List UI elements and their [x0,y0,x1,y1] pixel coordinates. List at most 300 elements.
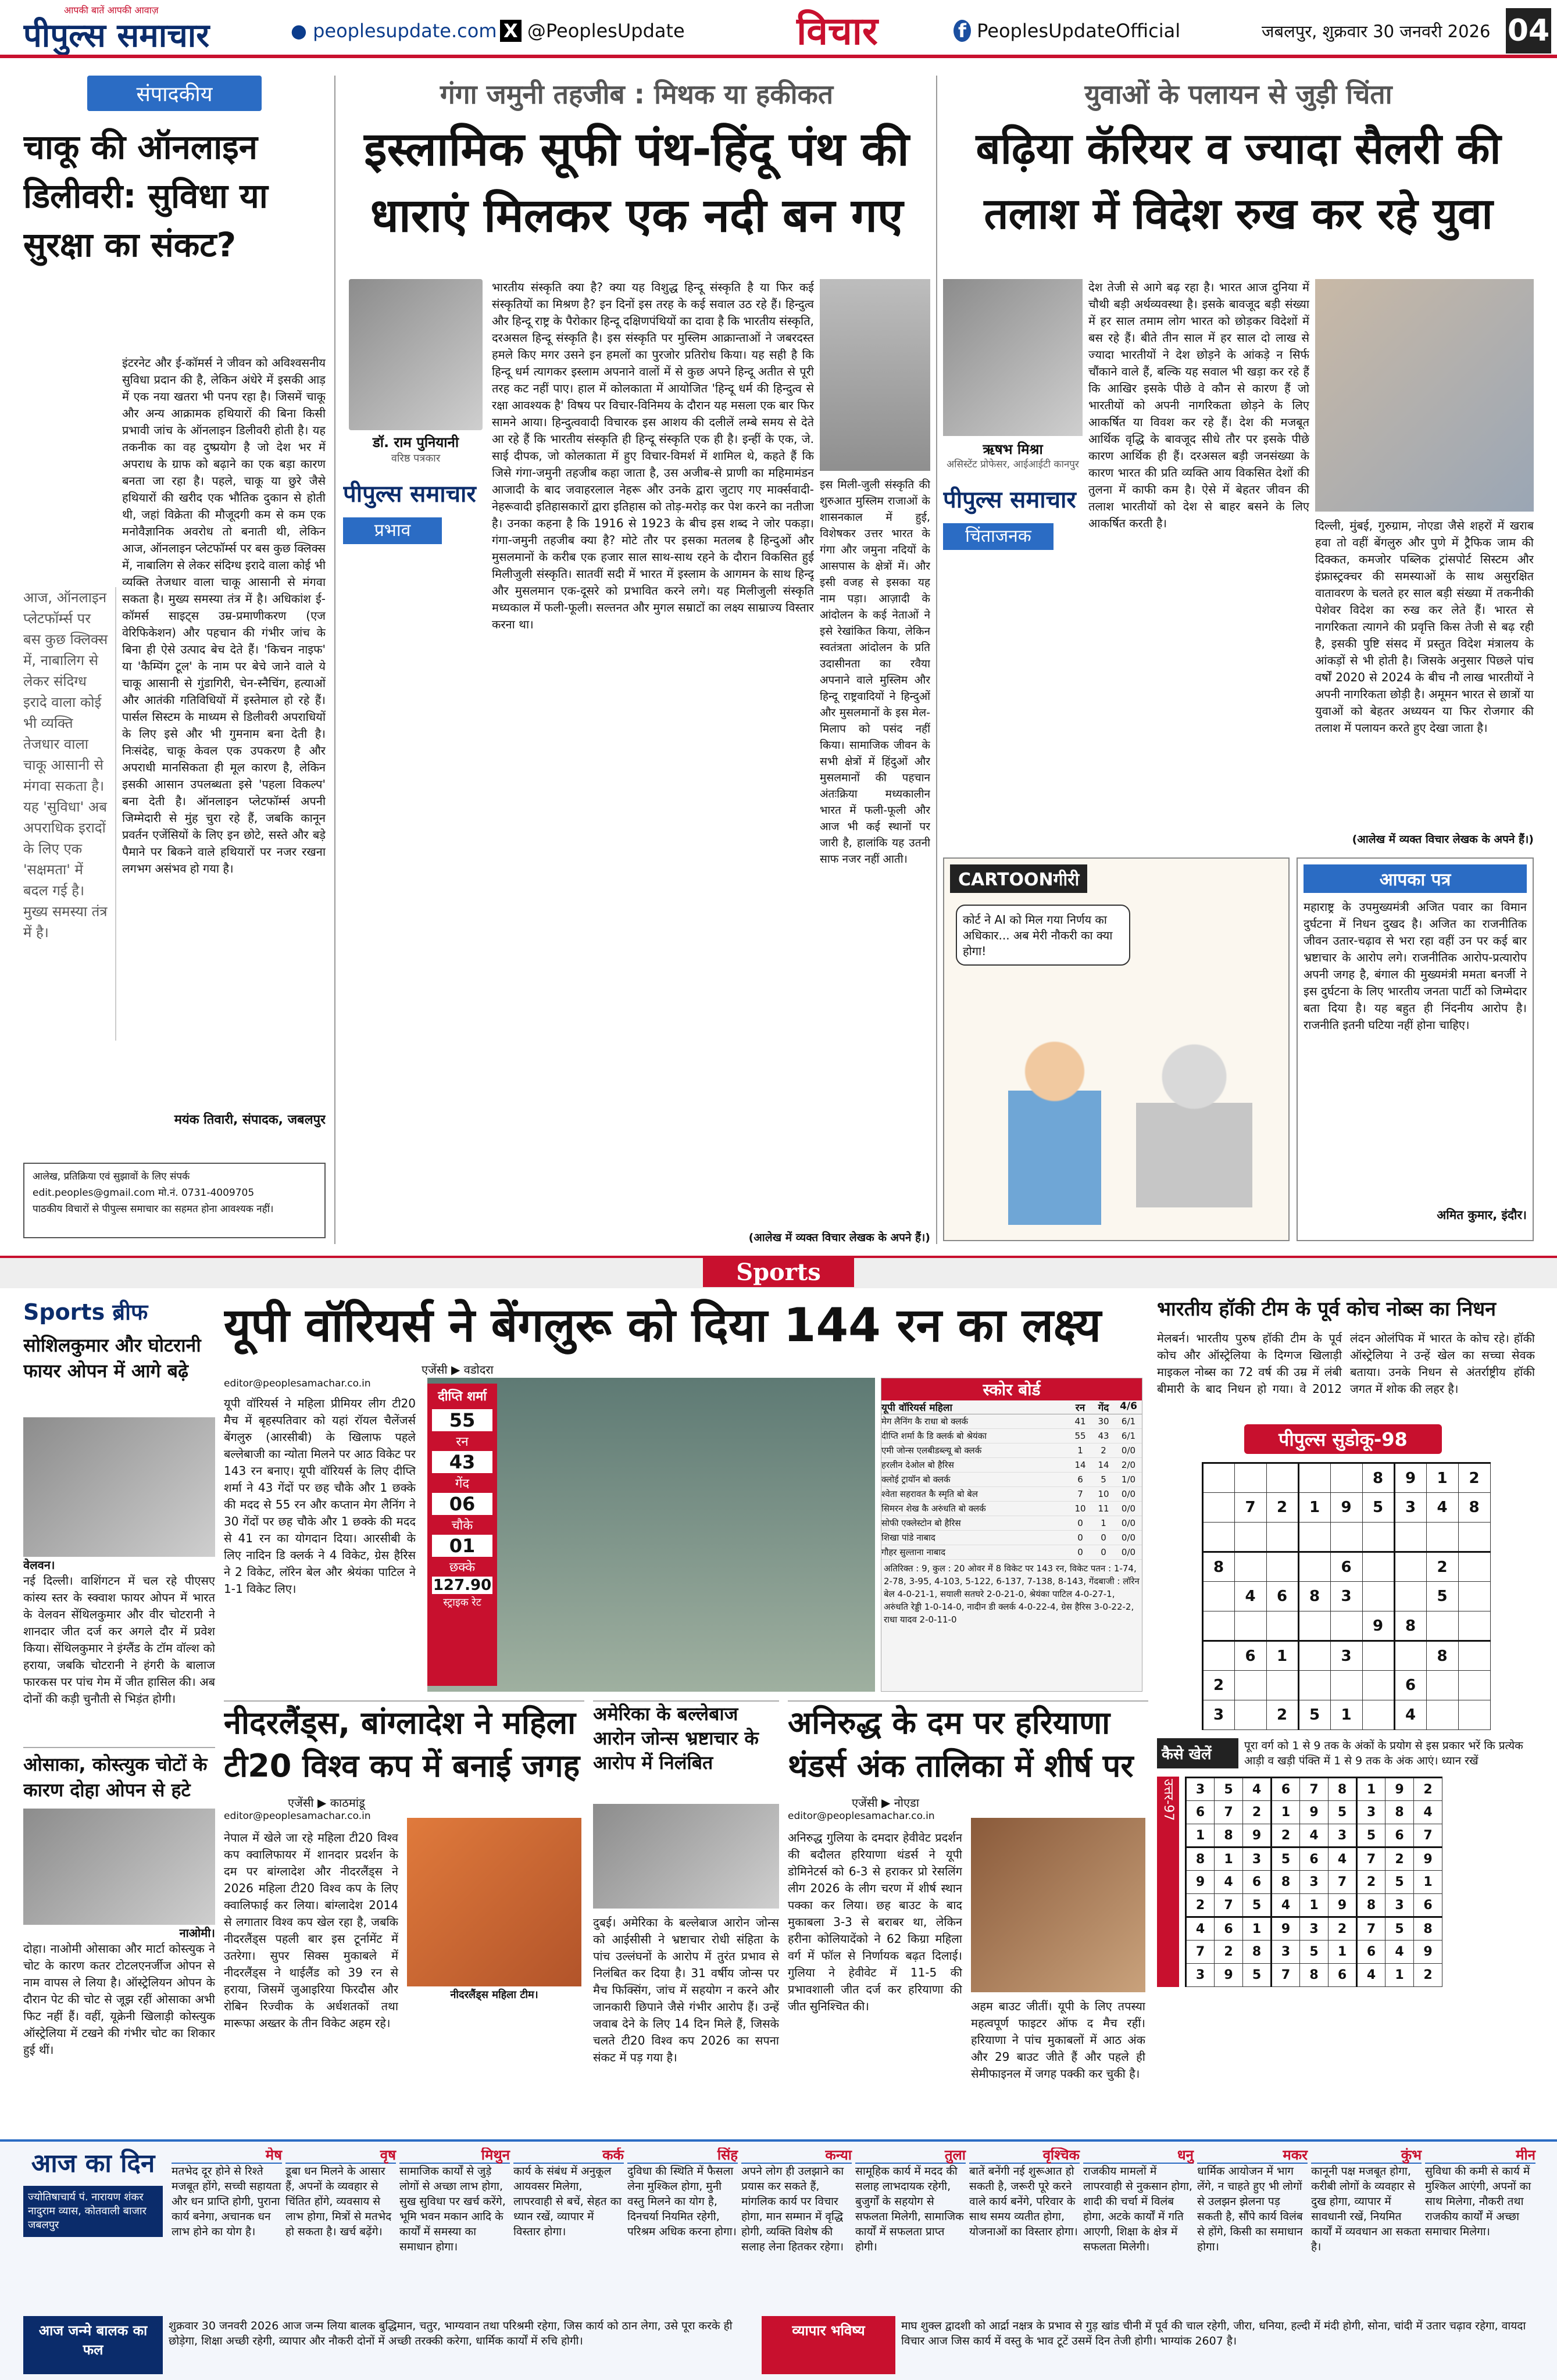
sudoku-cell[interactable]: 9 [1330,1493,1362,1523]
sudoku-answer-cell: 8 [1243,1941,1272,1964]
sudoku-cell[interactable]: 2 [1266,1700,1298,1730]
aaron-jones-photo [593,1804,779,1909]
sudoku-answer-cell: 9 [1243,1824,1272,1847]
sudoku-cell[interactable] [1394,1552,1426,1582]
sign-name: तुला [855,2147,966,2164]
sudoku-answer-cell: 9 [1186,1871,1215,1894]
sudoku-cell[interactable] [1458,1700,1490,1730]
sudoku-answer-cell: 6 [1186,1801,1215,1824]
sudoku-cell[interactable]: 2 [1202,1671,1234,1700]
sudoku-cell[interactable] [1298,1641,1330,1671]
sudoku-answer-label: उत्तर-97 [1157,1777,1179,1987]
masthead-logo[interactable] [23,3,279,56]
sudoku-answer-cell: 3 [1357,1801,1385,1824]
sign-name: मीन [1425,2147,1535,2164]
sign-name: मिथुन [399,2147,510,2164]
sudoku-answer-cell: 9 [1385,1778,1414,1801]
horoscope-astrologer: ज्योतिषाचार्य पं. नारायण शंकर नादुराम व्यास, कोतवाली बाजार जबलपुर [23,2186,163,2237]
sudoku-answer-cell: 9 [1414,1847,1442,1871]
sudoku-cell[interactable]: 8 [1298,1582,1330,1611]
sudoku-answer-cell: 2 [1186,1894,1215,1917]
sign-text: धार्मिक आयोजन में भाग लेंगे, न चाहते हुए भी लोगों से उलझन झेलना पड़ सकती है, सौंपे कार्य विलंब से होंगे, किसी का समाधान होगा। [1197,2165,1303,2253]
player-stats-box [427,1384,497,1686]
osaka-photo [23,1809,215,1925]
stat: स्ट्राइक रेट [443,1596,481,1609]
sign-name: मकर [1197,2147,1308,2164]
score-row: दीप्ति शर्मा कै डि क्लर्क बो श्रेयंका 55 43 6/1 [881,1429,1142,1443]
sudoku-cell[interactable] [1330,1463,1362,1493]
sign-0 [172,2147,282,2239]
cartoon-box [943,857,1290,1241]
sudoku-cell[interactable] [1266,1523,1298,1552]
sudoku-answer-cell: 7 [1300,1778,1329,1801]
facebook-link[interactable]: f PeoplesUpdateOfficial [954,20,1256,43]
brief2-body: दोहा। नाओमी ओसाका और मार्टा कोस्त्युक ने चोट के कारण कतर टोटलएनर्जीज ओपन से नाम वापस ले लिया है। ऑस्ट्रेलियन ओपन के दौरान पेट की चोट से जूझ रहीं ओसाका अभी फिट नहीं हैं। वहीं, यूक्रेनी खिलाड़ी कोस्त्युक ऑस्ट्रेलिया में टखने की गंभीर चोट का शिकार हुई थीं। [23,1942,215,2057]
sudoku-answer-grid [1185,1777,1442,1987]
wpl-headline: यूपी वॉरियर्स ने बेंगलुरू को दिया 144 रन का लक्ष्य [224,1298,1101,1352]
sudoku-answer-cell: 3 [1329,1824,1357,1847]
sign-text: दुविधा की स्थिति में फैसला लेना मुश्किल होगा, मुनी वस्तु मिलने का योग है, दिनचर्या नियमित रहेगी, परिश्रम अधिक करना होगा। [627,2165,737,2238]
sudoku-cell[interactable] [1394,1582,1426,1611]
stat: 43 [432,1451,492,1473]
sudoku-cell[interactable]: 1 [1426,1463,1458,1493]
sudoku-how-label: कैसे खेलें [1157,1738,1238,1768]
stat: 01 [432,1535,492,1557]
aniruddh-story [788,1700,1148,2131]
sudoku-answer-cell: 2 [1215,1941,1243,1964]
sudoku-cell[interactable]: 4 [1394,1700,1426,1730]
aaron-jones-story [593,1700,779,2131]
sudoku-cell[interactable] [1234,1700,1266,1730]
hockey-body: मेलबर्न। भारतीय पुरुष हॉकी टीम के पूर्व कोच और ऑस्ट्रेलिया के दिग्गज खिलाड़ी माइकल नोब्स का 72 वर्ष की उम्र में लंबी बीमारी के बाद निधन हो गया। वे 2012 लंदन ओलंपिक में भारत के कोच रहे। हॉकी ऑस्ट्रेलिया ने उन्हें खेल का सच्चा सेवक बताया। उनके निधन से अंतर्राष्ट्रीय हॉकी जगत में शोक की लहर है। [1157,1331,1535,1396]
sudoku-answer-cell: 2 [1385,1847,1414,1871]
sudoku-cell[interactable]: 1 [1266,1641,1298,1671]
sign-1 [285,2147,396,2239]
article2-author-role: असिस्टेंट प्रोफेसर, आईआईटी कानपुर [947,459,1079,470]
sudoku-answer-cell: 2 [1414,1964,1442,1987]
sudoku-title: पीपुल्स सुडोकू-98 [1244,1424,1442,1454]
sudoku-cell[interactable] [1298,1523,1330,1552]
sudoku-cell[interactable]: 8 [1202,1552,1234,1582]
sudoku-answer-cell: 3 [1300,1871,1329,1894]
page-number: 04 [1506,8,1551,53]
velavan-photo [23,1417,215,1557]
sudoku-cell[interactable] [1458,1671,1490,1700]
sudoku-cell[interactable]: 9 [1362,1611,1394,1641]
sudoku-cell[interactable]: 3 [1394,1493,1426,1523]
sudoku-answer-cell: 5 [1243,1894,1272,1917]
sudoku-cell[interactable]: 5 [1298,1700,1330,1730]
cartoon-illustration-monuments [820,279,930,471]
sudoku-answer-cell: 1 [1329,1941,1357,1964]
horoscope-label-block [23,2147,163,2310]
sudoku-cell[interactable] [1426,1523,1458,1552]
sign-name: कन्या [741,2147,852,2164]
sudoku-answer-cell: 8 [1186,1847,1215,1871]
sudoku-cell[interactable]: 1 [1298,1493,1330,1523]
wpl-story [224,1296,1142,1692]
twitter-link[interactable]: X @PeoplesUpdate [500,20,709,43]
sudoku-puzzle-grid[interactable] [1202,1462,1491,1730]
hockey-story [1157,1296,1535,1418]
stat: 06 [432,1493,492,1515]
score-row: एमी जोन्स एलबीडब्ल्यू बो क्लर्क 1 2 0/0 [881,1443,1142,1458]
article1-col2: इस मिली-जुली संस्कृति की शुरुआत मुस्लिम राजाओं के शासनकाल में हुई, विशेषकर उत्तर भारत के गंगा और जमुना नदियों के आसपास के क्षेत्रों में। और इसी वजह से इसका यह नाम पड़ा। आज़ादी के आंदोलन के कई नेताओं ने इसे रेखांकित किया, लेकिन स्वतंत्रता आंदोलन के प्रति उदासीनता का रवैया अपनाने वाले मुस्लिम और हिन्दू राष्ट्रवादियों ने हिन्दुओं और मुसलमानों के इस मेल-मिलाप को पसंद नहीं किया। सामाजिक जीवन के सभी क्षेत्रों में हिंदुओं और मुसलमानों की पहचान अंतःक्रिया मध्यकालीन भारत में फली-फूली और आज भी कई स्थानों पर जारी है, हालांकि यह उतनी साफ नजर नहीं आती। [820,478,930,866]
sign-name: वृष [285,2147,396,2164]
sign-7 [969,2147,1080,2239]
article1-kicker: गंगा जमुनी तहजीब : मिथक या हकीकत [440,78,834,110]
website-link[interactable]: ● peoplesupdate.com [291,20,497,42]
sudoku-cell[interactable] [1362,1582,1394,1611]
sudoku-cell[interactable]: 3 [1202,1700,1234,1730]
netherlands-story [224,1700,584,2131]
article2-paper-logo: पीपुल्स समाचार [943,486,1076,513]
sudoku-answer-cell: 5 [1329,1801,1357,1824]
wpl-agency: एजेंसी ▶ वडोदरा [422,1363,494,1377]
sudoku-answer-cell: 6 [1215,1917,1243,1941]
sudoku-cell[interactable] [1234,1671,1266,1700]
child-fortune [23,2316,750,2374]
sudoku-answer-cell: 8 [1414,1917,1442,1941]
sign-5 [741,2147,852,2254]
player-name: दीप्ति शर्मा [438,1389,487,1404]
sudoku-cell[interactable]: 2 [1426,1552,1458,1582]
aaron-headline: अमेरिका के बल्लेबाज आरोन जोन्स भ्रष्टाचार के आरोप में निलंबित [593,1703,759,1774]
sudoku-answer-cell: 7 [1329,1871,1357,1894]
sudoku-cell[interactable] [1202,1641,1234,1671]
sudoku-cell[interactable]: 6 [1330,1552,1362,1582]
sudoku-answer-cell: 8 [1272,1871,1300,1894]
sudoku-answer-cell: 3 [1272,1941,1300,1964]
sudoku-answer-cell: 2 [1329,1917,1357,1941]
x-icon: X [500,20,522,42]
sudoku-cell[interactable]: 3 [1330,1641,1362,1671]
sudoku-cell[interactable] [1234,1463,1266,1493]
sudoku-answer-cell: 6 [1357,1941,1385,1964]
score-row: सिमरन शेख कै अरुंधति बो क्लर्क 10 11 0/0 [881,1502,1142,1516]
sudoku-cell[interactable]: 4 [1426,1493,1458,1523]
sudoku-cell[interactable] [1362,1523,1394,1552]
stat: 55 [432,1409,492,1431]
aniruddh-body: अनिरुद्ध गुलिया के दमदार हेवीवेट प्रदर्शन की बदौलत हरियाणा थंडर्स ने यूपी डोमिनेटर्स को 6-3 से हराकर प्रो रेसलिंग लीग 2026 के लीग चरण में शीर्ष स्थान पक्का कर लिया। छह बाउट के बाद मुकाबला 3-3 से बराबर था, लेकिन हरीना कोलियादेंको ने 62 किग्रा महिला वर्ग में फॉल से निर्णायक बढ़त दिलाई। गुलिया ने हेवीवेट में 11-5 की प्रभावशाली जीत दर्ज कर हरियाणा की जीत सुनिश्चित की। [788,1831,962,2013]
sudoku-cell[interactable]: 6 [1266,1582,1298,1611]
facebook-icon: f [954,20,971,42]
sudoku-cell[interactable] [1298,1463,1330,1493]
sudoku-cell[interactable] [1362,1671,1394,1700]
editorial-contact: आलेख, प्रतिक्रिया एवं सुझावों के लिए संपर्क edit.peoples@gmail.com मो.नं. 0731-4009705 पाठकीय विचारों से पीपुल्स समाचार का सहमत होना आवश्यक नहीं। [23,1163,326,1238]
sign-10 [1311,2147,1422,2254]
cartoon-bubble: कोर्ट ने AI को मिल गया निर्णय का अधिकार... अब मेरी नौकरी का क्या होगा! [956,905,1130,966]
brief2-head: ओसाका, कोस्त्युक चोटों के कारण दोहा ओपन से हटे [23,1747,215,1805]
globe-icon: ● [291,20,313,42]
article1-paper-logo: पीपुल्स समाचार [343,480,476,508]
editorial-pullquote: आज, ऑनलाइन प्लेटफॉर्म्स पर बस कुछ क्लिक्स में, नाबालिग से लेकर संदिग्ध इरादे वाला कोई भी व्यक्ति तेजधार वाला चाकू आसानी से मंगवा सकता है। यह 'सुविधा' अब अपराधिक इरादों के लिए एक 'सक्षमता' में बदल गई है। मुख्य समस्या तंत्र में है। [23,587,116,1041]
editorial [23,76,326,1250]
divider [936,76,937,1244]
sudoku-answer-cell: 5 [1272,1847,1300,1871]
article2-kicker: युवाओं के पलायन से जुड़ी चिंता [1084,78,1392,110]
score-row: क्लोई ट्रायॉन बो क्लर्क 6 5 1/0 [881,1473,1142,1487]
masthead [0,0,1557,58]
sudoku-cell[interactable] [1426,1611,1458,1641]
sudoku-cell[interactable] [1458,1523,1490,1552]
sudoku-cell[interactable] [1298,1552,1330,1582]
sudoku-answer-cell: 5 [1215,1778,1243,1801]
sudoku-answer-cell: 7 [1272,1964,1300,1987]
sudoku-cell[interactable]: 7 [1234,1493,1266,1523]
sudoku-answer-cell: 2 [1414,1778,1442,1801]
score-row: मेग लैनिंग कै राधा बो क्लर्क 41 30 6/1 [881,1414,1142,1429]
sudoku-answer-cell: 9 [1300,1801,1329,1824]
sudoku-answer-cell: 5 [1385,1917,1414,1941]
score-row: सोफी एक्लेस्टोन बो हैरिस 0 1 0/0 [881,1516,1142,1531]
wpl-body: यूपी वॉरियर्स ने महिला प्रीमियर लीग टी20 मैच में बृहस्पतिवार को यहां रॉयल चैलेंजर्स बेंगलुरु (आरसीबी) के खिलाफ पहले बल्लेबाजी का न्योता मिलने पर आठ विकेट पर 143 रन बनाए। यूपी वॉरियर्स के लिए दीप्ति शर्मा ने 43 गेंदों पर छह चौके और 1 छक्के की मदद से 55 रन और कप्तान मेग लैनिंग ने 30 गेंदों पर छह चौके और 1 छक्के की मदद से 41 रन का योगदान दिया। आरसीबी के लिए नादिन डि क्लर्क ने 4 विकेट, ग्रेस हैरिस ने 2 विकेट, लॉरेन बेल और श्रेयंका पाटिल ने 1-1 विकेट लिए। [224,1396,416,1596]
sign-text: कानूनी पक्ष मजबूत होगा, करीबी लोगों के व्यवहार से दुख होगा, व्यापार में सावधानी रखें, नियमित कार्यों में व्यवधान आ सकता है। [1311,2165,1421,2253]
sports-brief [23,1296,215,2134]
sudoku-answer-cell: 4 [1272,1894,1300,1917]
sudoku-answer-cell: 1 [1385,1964,1414,1987]
sudoku-cell[interactable] [1362,1641,1394,1671]
sudoku-cell[interactable]: 2 [1458,1463,1490,1493]
netherlands-caption: नीदरलैंड्स महिला टीम। [450,1989,538,2001]
aniruddh-agency: एजेंसी ▶ नोएडा [852,1796,919,1810]
sudoku-answer-cell: 7 [1215,1894,1243,1917]
sudoku-answer-cell: 4 [1329,1847,1357,1871]
brief2-caption: नाओमी। [179,1926,215,1940]
sudoku-answer-cell: 9 [1272,1917,1300,1941]
sudoku-cell[interactable] [1266,1611,1298,1641]
sign-text: कार्य के संबंध में अनुकूल आयवसर मिलेगा, लापरवाही से बचें, सेहत का ध्यान रखें, व्यापार में विस्तार होगा। [513,2165,622,2238]
sign-8 [1083,2147,1194,2254]
sudoku-cell[interactable]: 6 [1234,1641,1266,1671]
sudoku-cell[interactable] [1362,1552,1394,1582]
scoreboard-extra: अतिरिक्त : 9, कुल : 20 ओवर में 8 विकेट पर 143 रन, विकेट पतन : 1-74, 2-78, 3-95, 4-103, 5-122, 6-137, 7-138, 8-143, गेंदबाजी : लॉरेन बेल 4-0-21-1, सयाली सतघरे 2-0-21-0, श्रेयंका पाटिल 4-0-27-1, अरुंधति रेड्डी 1-0-14-0, नादीन डी क्लर्क 4-0-22-4, ग्रेस हैरिस 3-0-22-2, राधा यादव 2-0-11-0 [884,1563,1140,1625]
article1-author: डॉ. राम पुनियानी [372,434,459,451]
stat: चौके [451,1518,473,1533]
sudoku-cell[interactable] [1458,1552,1490,1582]
sudoku-answer-cell: 9 [1215,1964,1243,1987]
sudoku-answer-cell: 4 [1186,1917,1215,1941]
trade-text: माघ शुक्ल द्वादशी को आर्द्रा नक्षत्र के प्रभाव से गुड़ खांड चीनी में पूर्व की चाल रहेगी, जीरा, धनिया, हल्दी में मंदी होगी, सोना, चांदी में उतार चढ़ाव रहेगा, वायदा विचार आज जिस कार्य में वस्तु के भाव टूटें उसमें दिन तेजी होगी। भाग्यांक 2607 है। [901,2320,1526,2347]
sudoku-answer-cell: 8 [1329,1778,1357,1801]
sudoku-how [1157,1738,1535,1768]
article-youth-migration [943,76,1534,849]
horoscope [0,2139,1557,2380]
sudoku-cell[interactable] [1202,1582,1234,1611]
stat: गेंद [455,1477,470,1491]
sudoku-answer-cell: 6 [1300,1847,1329,1871]
sign-name: मेष [172,2147,282,2164]
sudoku-cell[interactable] [1202,1463,1234,1493]
sudoku-cell[interactable]: 4 [1234,1582,1266,1611]
trade-forecast [762,2316,1535,2374]
section-title: विचार [797,9,878,53]
sign-name: सिंह [627,2147,738,2164]
scoreboard-rows [881,1414,1142,1560]
sign-text: डूबा धन मिलने के आसार हैं, अपनों के व्यवहार से चिंतित होंगे, व्यवसाय से लाभ होगा, मित्रों से मतभेद हो सकता है। खर्च बढ़ेंगे। [285,2165,392,2238]
sports-banner [0,1256,1557,1288]
article2-tag: चिंताजनक [943,523,1054,550]
netherlands-email: editor@peoplesamachar.co.in [224,1810,371,1822]
netherlands-headline: नीदरलैंड्स, बांग्लादेश ने महिला टी20 विश्व कप में बनाई जगह [224,1704,580,1784]
scoreboard-header: यूपी वॉरियर्स महिला रन गेंद 4/6 [881,1400,1142,1414]
sudoku-cell[interactable]: 8 [1458,1493,1490,1523]
sudoku-answer-cell: 6 [1385,1824,1414,1847]
author2-photo [943,279,1083,436]
sudoku-answer-cell: 1 [1272,1801,1300,1824]
sudoku-answer-cell: 1 [1215,1847,1243,1871]
sign-name: धनु [1083,2147,1194,2164]
sudoku-cell[interactable] [1202,1523,1234,1552]
sign-text: मतभेद दूर होने से रिश्ते मजबूत होंगे, सच्ची सहायता और धन प्राप्ति होगी, पुराना कार्य बनेगा, अचानक धन लाभ होने का योग है। [172,2165,281,2238]
sudoku-answer-cell: 5 [1385,1871,1414,1894]
hockey-headline: भारतीय हॉकी टीम के पूर्व कोच नोब्स का निधन [1157,1298,1497,1321]
editorial-body: इंटरनेट और ई-कॉमर्स ने जीवन को अविश्वसनीय सुविधा प्रदान की है, लेकिन अंधेरे में इसकी आड़ में एक नया खतरा भी पनप रहा है। जिसमें चाकू और अन्य आक्रामक हथियारों की बिना किसी प्रभावी जांच के ऑनलाइन डिलीवरी होती है। यह तकनीक का वह दुष्प्रयोग है जो देश भर में अपराध के ग्राफ को बढ़ाने का एक बड़ा कारण बनता जा रहा है। पहले, चाकू या छुरे जैसे हथियारों की खरीद एक भौतिक दुकान से होती थी, जहां विक्रेता की मौजूदगी कम से कम एक मनोवैज्ञानिक अवरोध तो बनाती थी, लेकिन आज, ऑनलाइन प्लेटफॉर्म्स पर बस कुछ क्लिक्स में, नाबालिग से लेकर संदिग्ध इरादे वाला कोई भी व्यक्ति तेजधार वाला चाकू आसानी से मंगवा सकता है। मुख्य समस्या तंत्र में है। अधिकांश ई-कॉमर्स साइट्स उम्र-प्रमाणीकरण (एज वेरिफिकेशन) और पहचान की गंभीर जांच के बिना ही ऐसे उत्पाद बेच देते हैं। 'किचन नाइफ' या 'कैम्पिंग टूल' के नाम पर बेचे जाने वाले ये चाकू आसानी से गुंडागिरी, चेन-स्नैचिंग, हत्याओं और आतंकी गतिविधियों में इस्तेमाल हो रहे हैं। पार्सल सिस्टम के माध्यम से डिलीवरी अपराधियों के लिए इसे और भी गुमनाम बना देती है। निःसंदेह, चाकू केवल एक उपकरण है और अपराधी मानसिकता ही मूल कारण है, लेकिन इसकी आसान उपलब्धता इसे 'पहला विकल्प' बना देती है। ऑनलाइन प्लेटफॉर्म्स अपनी जिम्मेदारी से मुंह चुरा रहे हैं, जबकि कानून प्रवर्तन एजेंसियों के लिए इन छोटे, सस्ते और बड़े पैमाने पर बिकने वाले हथियारों पर नजर रखना लगभग असंभव हो गया है। [122,356,326,875]
score-row: श्वेता सहरावत कै स्मृति बो बेल 7 10 0/0 [881,1487,1142,1502]
letters-box [1297,857,1534,1241]
score-row: गौहर सुल्ताना नाबाद 0 0 0/0 [881,1545,1142,1560]
sudoku-answer-cell: 4 [1357,1964,1385,1987]
sudoku-cell[interactable]: 5 [1362,1493,1394,1523]
sudoku-cell[interactable] [1458,1611,1490,1641]
sudoku-answer-cell: 3 [1300,1917,1329,1941]
sudoku-cell[interactable] [1458,1641,1490,1671]
sudoku-cell[interactable] [1330,1523,1362,1552]
trade-label: व्यापार भविष्य [762,2316,895,2374]
sudoku-answer-cell: 7 [1215,1801,1243,1824]
sudoku-cell[interactable] [1330,1611,1362,1641]
sudoku-answer-cell: 7 [1357,1917,1385,1941]
sign-name: कर्क [513,2147,624,2164]
sudoku-cell[interactable]: 5 [1426,1582,1458,1611]
sudoku-answer-cell: 5 [1243,1964,1272,1987]
article1-tag: प्रभाव [343,517,442,544]
sign-text: सुविधा की कमी से कार्य में मुश्किल आएंगी, अपनों का साथ मिलेगा, नौकरी तथा राजकीय कार्यों में अच्छा समाचार मिलेगा। [1425,2165,1531,2238]
sudoku-cell[interactable] [1330,1671,1362,1700]
sudoku-answer-cell: 7 [1414,1824,1442,1847]
sign-text: राजकीय मामलों में लापरवाही से नुकसान होगा, शादी की चर्चा में विलंब होगा, अटके कार्यों में गति आएगी, शिक्षा के क्षेत्र में सफलता मिलेगी। [1083,2165,1192,2253]
sudoku-answer-cell: 3 [1186,1964,1215,1987]
sudoku-answer-cell: 6 [1243,1871,1272,1894]
sudoku-cell[interactable] [1266,1463,1298,1493]
sudoku-cell[interactable]: 8 [1362,1463,1394,1493]
sudoku-cell[interactable]: 1 [1330,1700,1362,1730]
child-label: आज जन्मे बालक का फल [23,2316,163,2374]
sign-4 [627,2147,738,2239]
sudoku-cell[interactable] [1202,1493,1234,1523]
sudoku-cell[interactable]: 8 [1394,1611,1426,1641]
sign-text: सामाजिक कार्यों से जुड़े लोगों से अच्छा लाभ होगा, सुख सुविधा पर खर्च करेंगे, भूमि भवन मकान आदि के कार्यों में समस्या का समाधान होगा। [399,2165,506,2253]
wpl-email: editor@peoplesamachar.co.in [224,1378,371,1389]
article1-col1: भारतीय संस्कृति क्या है? क्या यह विशुद्ध हिन्दू संस्कृति है या फिर कई संस्कृतियों का मिश्रण है? इन दिनों इस तरह के कई सवाल उठ रहे हैं। हिन्दुत्व और हिन्दू राष्ट्र के पैरोकार हिन्दू दक्षिणपंथियों का दावा है कि भारतीय संस्कृति, दरअसल हिन्दू संस्कृति है। इस संस्कृति पर मुस्लिम आक्रान्ताओं ने जबरदस्त हमले किए मगर उसने इन हमलों का पुरजोर प्रतिरोध किया। यह सही है कि हिन्दू धर्म त्यागकर इस्लाम अपनाने वालों में से कुछ अपने हिन्दू अतीत से पूरी तरह कट नहीं पाए। हाल में कोलकाता में आयोजित 'हिन्दू धर्म की हिन्दुत्व से रक्षा आवश्यक है' विषय पर विचार-विनिमय के दौरान यह मसला एक बार फिर सामने आया। हिन्दुत्ववादी विचारक इस आशय की दलीलें लम्बे समय से देते आ रहे हैं कि भारतीय संस्कृति ही हिन्दू संस्कृति एक ही है। इन्हीं के एक, जे. साई दीपक, जो कोलकाता में हुए विचार-विमर्श में शामिल थे, कहते हैं कि जिसे गंगा-जमुनी तहजीब कहा जाता है, उस अजीब-से प्राणी का महिमामंडन आजादी के बाद जवाहरलाल नेहरू और उनके द्वारा जुटाए गए मार्क्सवादी-नेहरूवादी इतिहासकारों द्वारा इतिहास को तोड़-मरोड़ कर पेश करने का नतीजा है। उनका कहना है कि 1916 से 1923 के बीच इस शब्द ने जोर पकड़ा। गंगा-जमुनी तहजीब क्या है? मोटे तौर पर इसका मतलब है हिन्दुओं और मुसलमानों के करीब एक हजार साल साथ-साथ रहने के दौरान विकसित हुई मिलीजुली संस्कृति। सातवीं सदी में भारत में इस्लाम के आगमन के साथ हिन्दू और मुसलमान एक-दूसरे को प्रभावित करने लगे। यह मिलीजुली संस्कृति मध्यकाल में फली-फूली। सल्तनत और मुगल सम्राटों का लक्ष्य साम्राज्य विस्तार करना था। [492,280,814,631]
letters-sign: अमित कुमार, इंदौर। [1437,1208,1527,1222]
sudoku-cell[interactable]: 6 [1394,1671,1426,1700]
sudoku-answer-cell: 8 [1357,1894,1385,1917]
sudoku-answer-cell: 9 [1414,1941,1442,1964]
cartoon-title: CARTOONगीरी [950,864,1087,893]
sign-6 [855,2147,966,2254]
sudoku-cell[interactable]: 8 [1426,1641,1458,1671]
sign-name: कुंभ [1311,2147,1422,2164]
sudoku-cell[interactable] [1394,1641,1426,1671]
sudoku-cell[interactable]: 3 [1330,1582,1362,1611]
sudoku-cell[interactable] [1234,1611,1266,1641]
article2-headline: बढ़िया कॅरियर व ज्यादा सैलरी की तलाश में विदेश रुख कर रहे युवा [976,124,1501,239]
sudoku-cell[interactable]: 2 [1266,1493,1298,1523]
aniruddh-email: editor@peoplesamachar.co.in [788,1810,935,1822]
netherlands-team-photo [407,1818,581,1986]
letters-title: आपका पत्र [1304,864,1527,893]
sudoku-answer-cell: 1 [1357,1778,1385,1801]
brief1-body: नई दिल्ली। वाशिंगटन में चल रहे पीएसए कांस्य स्तर के स्क्वाश फायर ओपन में भारत के वेलवन सेंथिलकुमार और वीर चोटरानी ने शानदार जीत दर्ज कर अगले दौर में प्रवेश किया। सेंथिलकुमार ने इंग्लैंड के टॉम वॉल्श को हराया, जबकि चोटरानी ने हंगरी के बालाज फारकस पर पांच गेम में जीत हासिल की। अब दोनों की कड़ी चुनौती से भिड़ंत होगी। [23,1574,215,1706]
scoreboard-title: स्कोर बोर्ड [881,1378,1142,1400]
sudoku-answer-cell: 3 [1243,1847,1272,1871]
cartoon-robot [1136,1033,1252,1207]
sudoku-answer-cell: 8 [1215,1824,1243,1847]
sudoku-cell[interactable] [1362,1700,1394,1730]
sudoku-answer-cell: 4 [1385,1941,1414,1964]
sports-brief-label: Sports ब्रीफ [23,1299,148,1325]
sudoku-cell[interactable] [1426,1671,1458,1700]
article2-footer: (आलेख में व्यक्त विचार लेखक के अपने हैं।) [1352,833,1534,846]
score-row: शिखा पांडे नाबाद 0 0 0/0 [881,1531,1142,1545]
stat: 127.90 [433,1577,492,1594]
sudoku-cell[interactable] [1298,1671,1330,1700]
sudoku-answer-cell: 4 [1243,1778,1272,1801]
tagline: आपकी बातें आपकी आवाज़ [64,5,159,16]
aaron-body: दुबई। अमेरिका के बल्लेबाज आरोन जोन्स को आईसीसी ने भ्रष्टाचार रोधी संहिता के पांच उल्लंघनों के आरोप में तुरंत प्रभाव से निलंबित कर दिया है। 31 वर्षीय जोन्स पर मैच फिक्सिंग, जांच में सहयोग न करने और जानकारी छिपाने जैसे गंभीर आरोप हैं। उन्हें जवाब देने के लिए 14 दिन मिले हैं, जिसके चलते टी20 विश्व कप 2026 का सपना संकट में पड़ गया है। [593,1916,779,2064]
sudoku-cell[interactable] [1234,1552,1266,1582]
sudoku [1157,1424,1535,2122]
sudoku-cell[interactable] [1266,1552,1298,1582]
sudoku-answer-cell: 6 [1329,1964,1357,1987]
editorial-label: संपादकीय [87,76,262,111]
article1-author-role: वरिष्ठ पत्रकार [391,452,441,464]
sudoku-answer-cell: 4 [1215,1871,1243,1894]
sudoku-cell[interactable] [1266,1671,1298,1700]
article1-headline: इस्लामिक सूफी पंथ-हिंदू पंथ की धाराएं मिलकर एक नदी बन गए [364,122,909,242]
sudoku-cell[interactable] [1202,1611,1234,1641]
letters-body: महाराष्ट्र के उपमुख्यमंत्री अजित पवार का विमान दुर्घटना में निधन दुखद है। अजित का राजनीतिक जीवन उतार-चढ़ाव से भरा रहा वहीं उन पर कई बार भ्रष्टाचार के आरोप लगे। राजनीतिक आरोप-प्रत्यारोप अपनी जगह है, बंगाल की मुख्यमंत्री ममता बनर्जी ने इस दुर्घटना के लिए भारतीय जनता पार्टी को जिम्मेदार बता दिया है। यह बहुत ही निंदनीय आरोप है। राजनीति इतनी घटिया नहीं होना चाहिए। [1304,900,1527,1032]
author-photo [349,279,483,430]
sudoku-cell[interactable] [1426,1700,1458,1730]
stat: छक्के [449,1560,476,1575]
sudoku-answer-cell: 2 [1243,1801,1272,1824]
sudoku-answer-cell: 8 [1385,1801,1414,1824]
sudoku-cell[interactable] [1458,1582,1490,1611]
aniruddh-headline: अनिरुद्ध के दम पर हरियाणा थंडर्स अंक तालिका में शीर्ष पर [788,1704,1134,1784]
sudoku-answer-cell: 1 [1186,1824,1215,1847]
sudoku-answer-cell: 7 [1186,1941,1215,1964]
dateline: जबलपुर, शुक्रवार 30 जनवरी 2026 [1262,22,1491,41]
sign-text: बातें बनेंगी नई शुरूआत हो सकती है, जरूरी पूरे करने वाले कार्य बनेंगे, परिवार के साथ समय व्यतीत होगा, योजनाओं का विस्तार होगा। [969,2165,1078,2238]
sudoku-cell[interactable] [1298,1611,1330,1641]
sudoku-cell[interactable]: 9 [1394,1463,1426,1493]
airport-travellers-photo [1315,279,1534,512]
sudoku-answer-cell: 2 [1272,1824,1300,1847]
sudoku-answer-cell: 3 [1186,1778,1215,1801]
cartoon-figure [1008,1033,1101,1225]
sign-name: वृश्चिक [969,2147,1080,2164]
sudoku-how-text: पूरा वर्ग को 1 से 9 तक के अंकों के प्रयोग से इस प्रकार भरें कि प्रत्येक आड़ी व खड़ी पंक्ति में 1 से 9 तक के अंक आएं। ध्यान रखें [1244,1739,1523,1767]
netherlands-body: नेपाल में खेले जा रहे महिला टी20 विश्व कप क्वालिफायर में शानदार प्रदर्शन के दम पर बांग्लादेश और नीदरलैंड्स ने 2026 महिला टी20 विश्व कप के लिए क्वालिफाई कर लिया। बांग्लादेश 2014 से लगातार विश्व कप खेल रहा है, जबकि नीदरलैंड्स पहली बार इस टूर्नामेंट में उतरेगा। सुपर सिक्स मुकाबले में नीदरलैंड्स ने थाईलैंड को 39 रन से हराया, जिसमें जुआइरिया फिरदौस और रोबिन रिज्वीक के अर्धशतकों तथा मारूफा अख्तर के तीन विकेट अहम रहे। [224,1831,398,2030]
sign-2 [399,2147,510,2254]
sudoku-cell[interactable] [1234,1523,1266,1552]
sudoku-answer-cell: 9 [1329,1894,1357,1917]
sudoku-cell[interactable] [1394,1523,1426,1552]
sign-9 [1197,2147,1308,2254]
article1-footer: (आलेख में व्यक्त विचार लेखक के अपने हैं।) [748,1231,930,1244]
